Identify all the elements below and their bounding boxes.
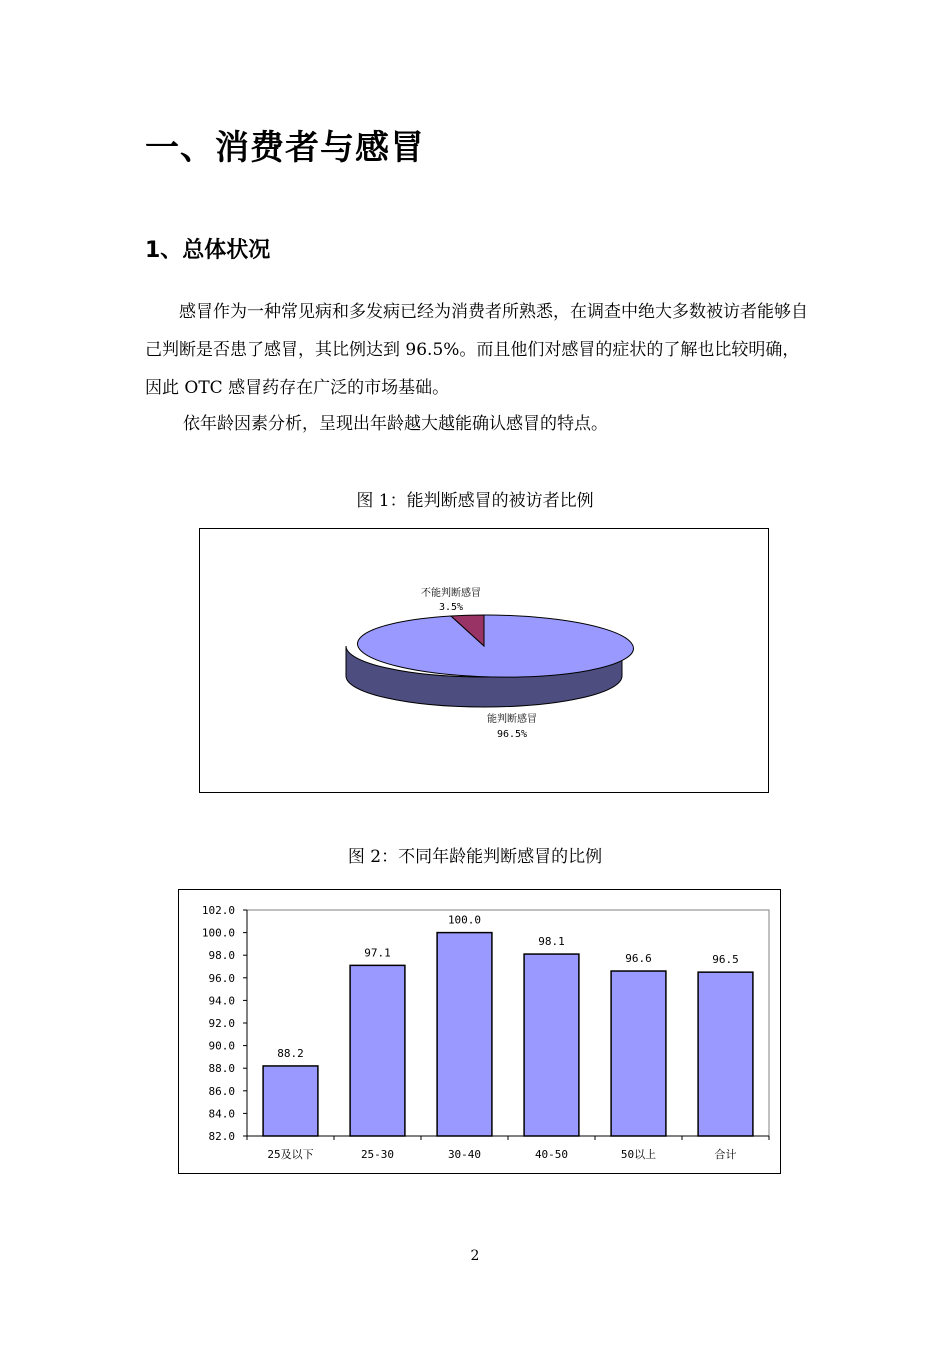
plot-area <box>247 910 769 1136</box>
section-heading: 一、消费者与感冒 <box>145 128 425 168</box>
pie-slice-major <box>357 615 633 677</box>
body-paragraph-2: 依年龄因素分析，呈现出年龄越大越能确认感冒的特点。 <box>183 414 608 434</box>
bar <box>350 965 405 1136</box>
pie-value-major: 96.5% <box>496 729 528 740</box>
pie-value-minor: 3.5% <box>438 602 464 613</box>
body-paragraph-1: 感冒作为一种常见病和多发病已经为消费者所熟悉，在调查中绝大多数被访者能够自己判断是否患了感冒，其比例达到 96.5%。而且他们对感冒的症状的了解也比较明确，因此 OTC 感冒药存在广泛的市场基础。 <box>145 302 808 398</box>
x-category-label: 25及以下 <box>267 1148 314 1161</box>
y-tick-label: 94.0 <box>208 994 235 1008</box>
figure-2-caption: 图 2：不同年龄能判断感冒的比例 <box>347 847 603 867</box>
bar <box>611 971 666 1136</box>
page-number: 2 <box>470 1248 480 1264</box>
bar <box>524 954 579 1136</box>
bar <box>698 972 753 1136</box>
bar <box>263 1066 318 1136</box>
bar-value-label: 96.6 <box>625 952 652 966</box>
figure-1-caption: 图 1：能判断感冒的被访者比例 <box>356 491 594 511</box>
bar-value-label: 98.1 <box>538 935 565 949</box>
pie-label-major: 能判断感冒 <box>487 714 537 725</box>
x-category-label: 合计 <box>714 1148 737 1161</box>
bar-chart <box>179 890 780 1173</box>
bar-value-label: 88.2 <box>277 1046 304 1060</box>
bar-chart-frame <box>178 889 781 1174</box>
x-category-label: 30-40 <box>447 1148 482 1161</box>
subsection-heading: 1、总体状况 <box>145 238 271 263</box>
x-category-label: 25-30 <box>360 1148 395 1161</box>
bar-value-label: 100.0 <box>447 913 482 927</box>
pie-chart-frame <box>199 528 769 793</box>
y-tick-label: 86.0 <box>208 1084 235 1098</box>
y-tick-label: 88.0 <box>208 1062 235 1076</box>
bar <box>437 933 492 1136</box>
y-tick-label: 82.0 <box>208 1130 235 1143</box>
y-tick-label: 84.0 <box>208 1107 235 1121</box>
bar-value-label: 97.1 <box>364 946 391 960</box>
y-tick-label: 90.0 <box>208 1039 235 1053</box>
y-tick-label: 92.0 <box>208 1017 235 1030</box>
x-category-label: 40-50 <box>534 1148 569 1161</box>
x-category-label: 50以上 <box>620 1148 657 1161</box>
bar-value-label: 96.5 <box>712 953 739 967</box>
y-tick-label: 96.0 <box>208 971 235 985</box>
pie-chart <box>200 529 768 792</box>
y-tick-label: 102.0 <box>201 904 235 917</box>
y-tick-label: 100.0 <box>201 926 235 940</box>
y-tick-label: 98.0 <box>208 949 235 963</box>
pie-label-minor: 不能判断感冒 <box>421 588 481 599</box>
